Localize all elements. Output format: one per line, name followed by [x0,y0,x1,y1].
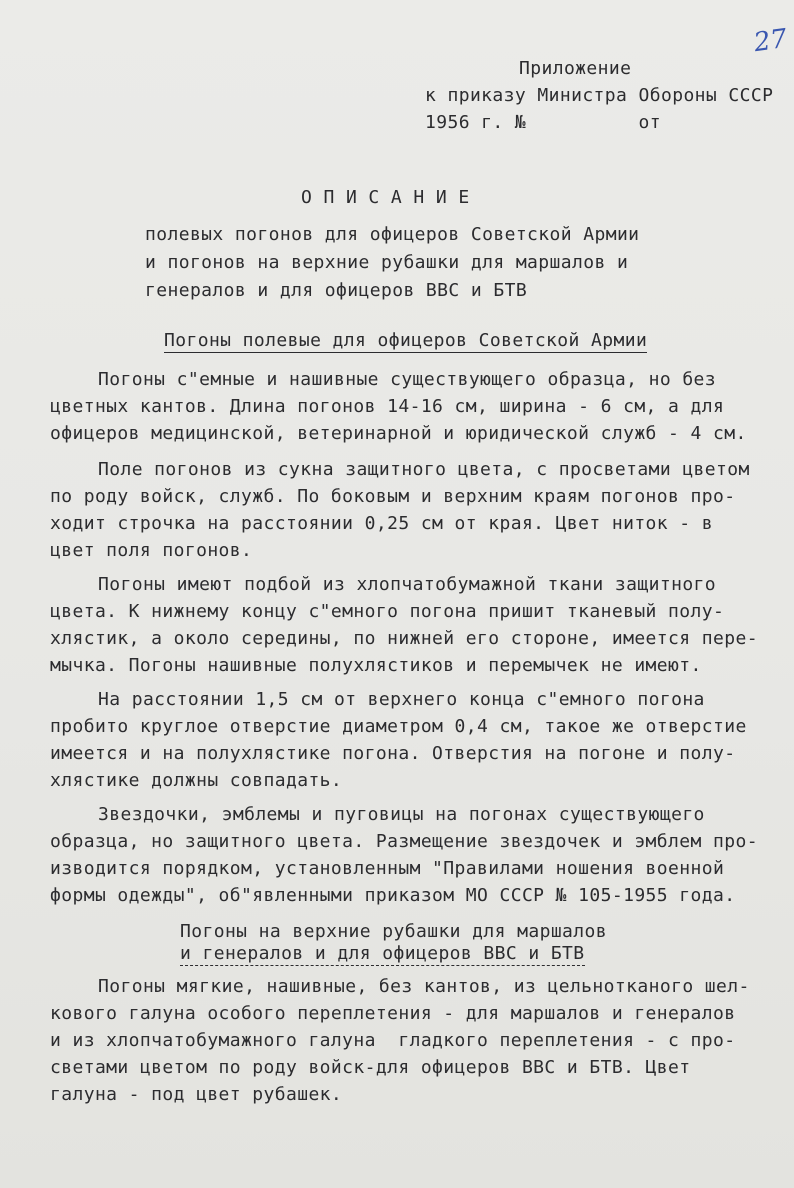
section2-heading-line-1: Погоны на верхние рубашки для маршалов [180,921,608,942]
paragraph-line: имеется и на полухлястике погона. Отверстия на погоне и полу- [50,743,736,764]
paragraph-line: ходит строчка на расстоянии 0,25 см от края. Цвет ниток - в [50,513,713,534]
paragraph-line: по роду войск, служб. По боковым и верхним краям погонов про- [50,486,736,507]
title-subline-1: полевых погонов для офицеров Советской Армии [145,224,640,245]
paragraph-line: мычка. Погоны нашивные полухлястиков и перемычек не имеют. [50,655,702,676]
handwritten-page-number: 27 [752,23,790,59]
header-line-2: к приказу Министра Обороны СССР [425,85,774,106]
paragraph-line: На расстоянии 1,5 см от верхнего конца с"емного погона [98,689,705,710]
paragraph-line: формы одежды", об"явленными приказом МО СССР № 105-1955 года. [50,885,736,906]
paragraph-line: Погоны с"емные и нашивные существующего образца, но без [98,369,717,390]
paragraph-line: светами цветом по роду войск-для офицеров ВВС и БТВ. Цвет [50,1057,691,1078]
title-subline-3: генералов и для офицеров ВВС и БТВ [145,280,528,301]
paragraph-line: галуна - под цвет рубашек. [50,1084,343,1105]
paragraph-line: изводится порядком, установленным "Правилами ношения военной [50,858,725,879]
header-line-1: Приложение [519,58,632,79]
document-title: О П И С А Н И Е [301,187,470,208]
paragraph-line: и из хлопчатобумажного галуна гладкого переплетения - с про- [50,1030,736,1051]
header-line-3: 1956 г. № от [425,112,661,133]
paragraph-line: Звездочки, эмблемы и пуговицы на погонах существующего [98,804,705,825]
paragraph-line: Поле погонов из сукна защитного цвета, с просветами цветом [98,459,750,480]
paragraph-line: офицеров медицинской, ветеринарной и юридической служб - 4 см. [50,423,747,444]
paragraph-line: кового галуна особого переплетения - для маршалов и генералов [50,1003,736,1024]
paragraph-line: Погоны мягкие, нашивные, без кантов, из цельнотканого шел- [98,976,750,997]
paragraph-line: хлястике должны совпадать. [50,770,343,791]
paragraph-line: цвета. К нижнему концу с"емного погона пришит тканевый полу- [50,601,725,622]
paragraph-line: Погоны имеют подбой из хлопчатобумажной ткани защитного [98,574,717,595]
title-subline-2: и погонов на верхние рубашки для маршалов и [145,252,629,273]
section1-heading: Погоны полевые для офицеров Советской Армии [164,330,648,351]
paragraph-line: пробито круглое отверстие диаметром 0,4 см, такое же отверстие [50,716,747,737]
section2-heading-line-2: и генералов и для офицеров ВВС и БТВ [180,943,585,964]
paragraph-line: хлястик, а около середины, по нижней его стороне, имеется пере- [50,628,758,649]
paragraph-line: образца, но защитного цвета. Размещение звездочек и эмблем про- [50,831,758,852]
paragraph-line: цвет поля погонов. [50,540,253,561]
paragraph-line: цветных кантов. Длина погонов 14-16 см, ширина - 6 см, а для [50,396,725,417]
